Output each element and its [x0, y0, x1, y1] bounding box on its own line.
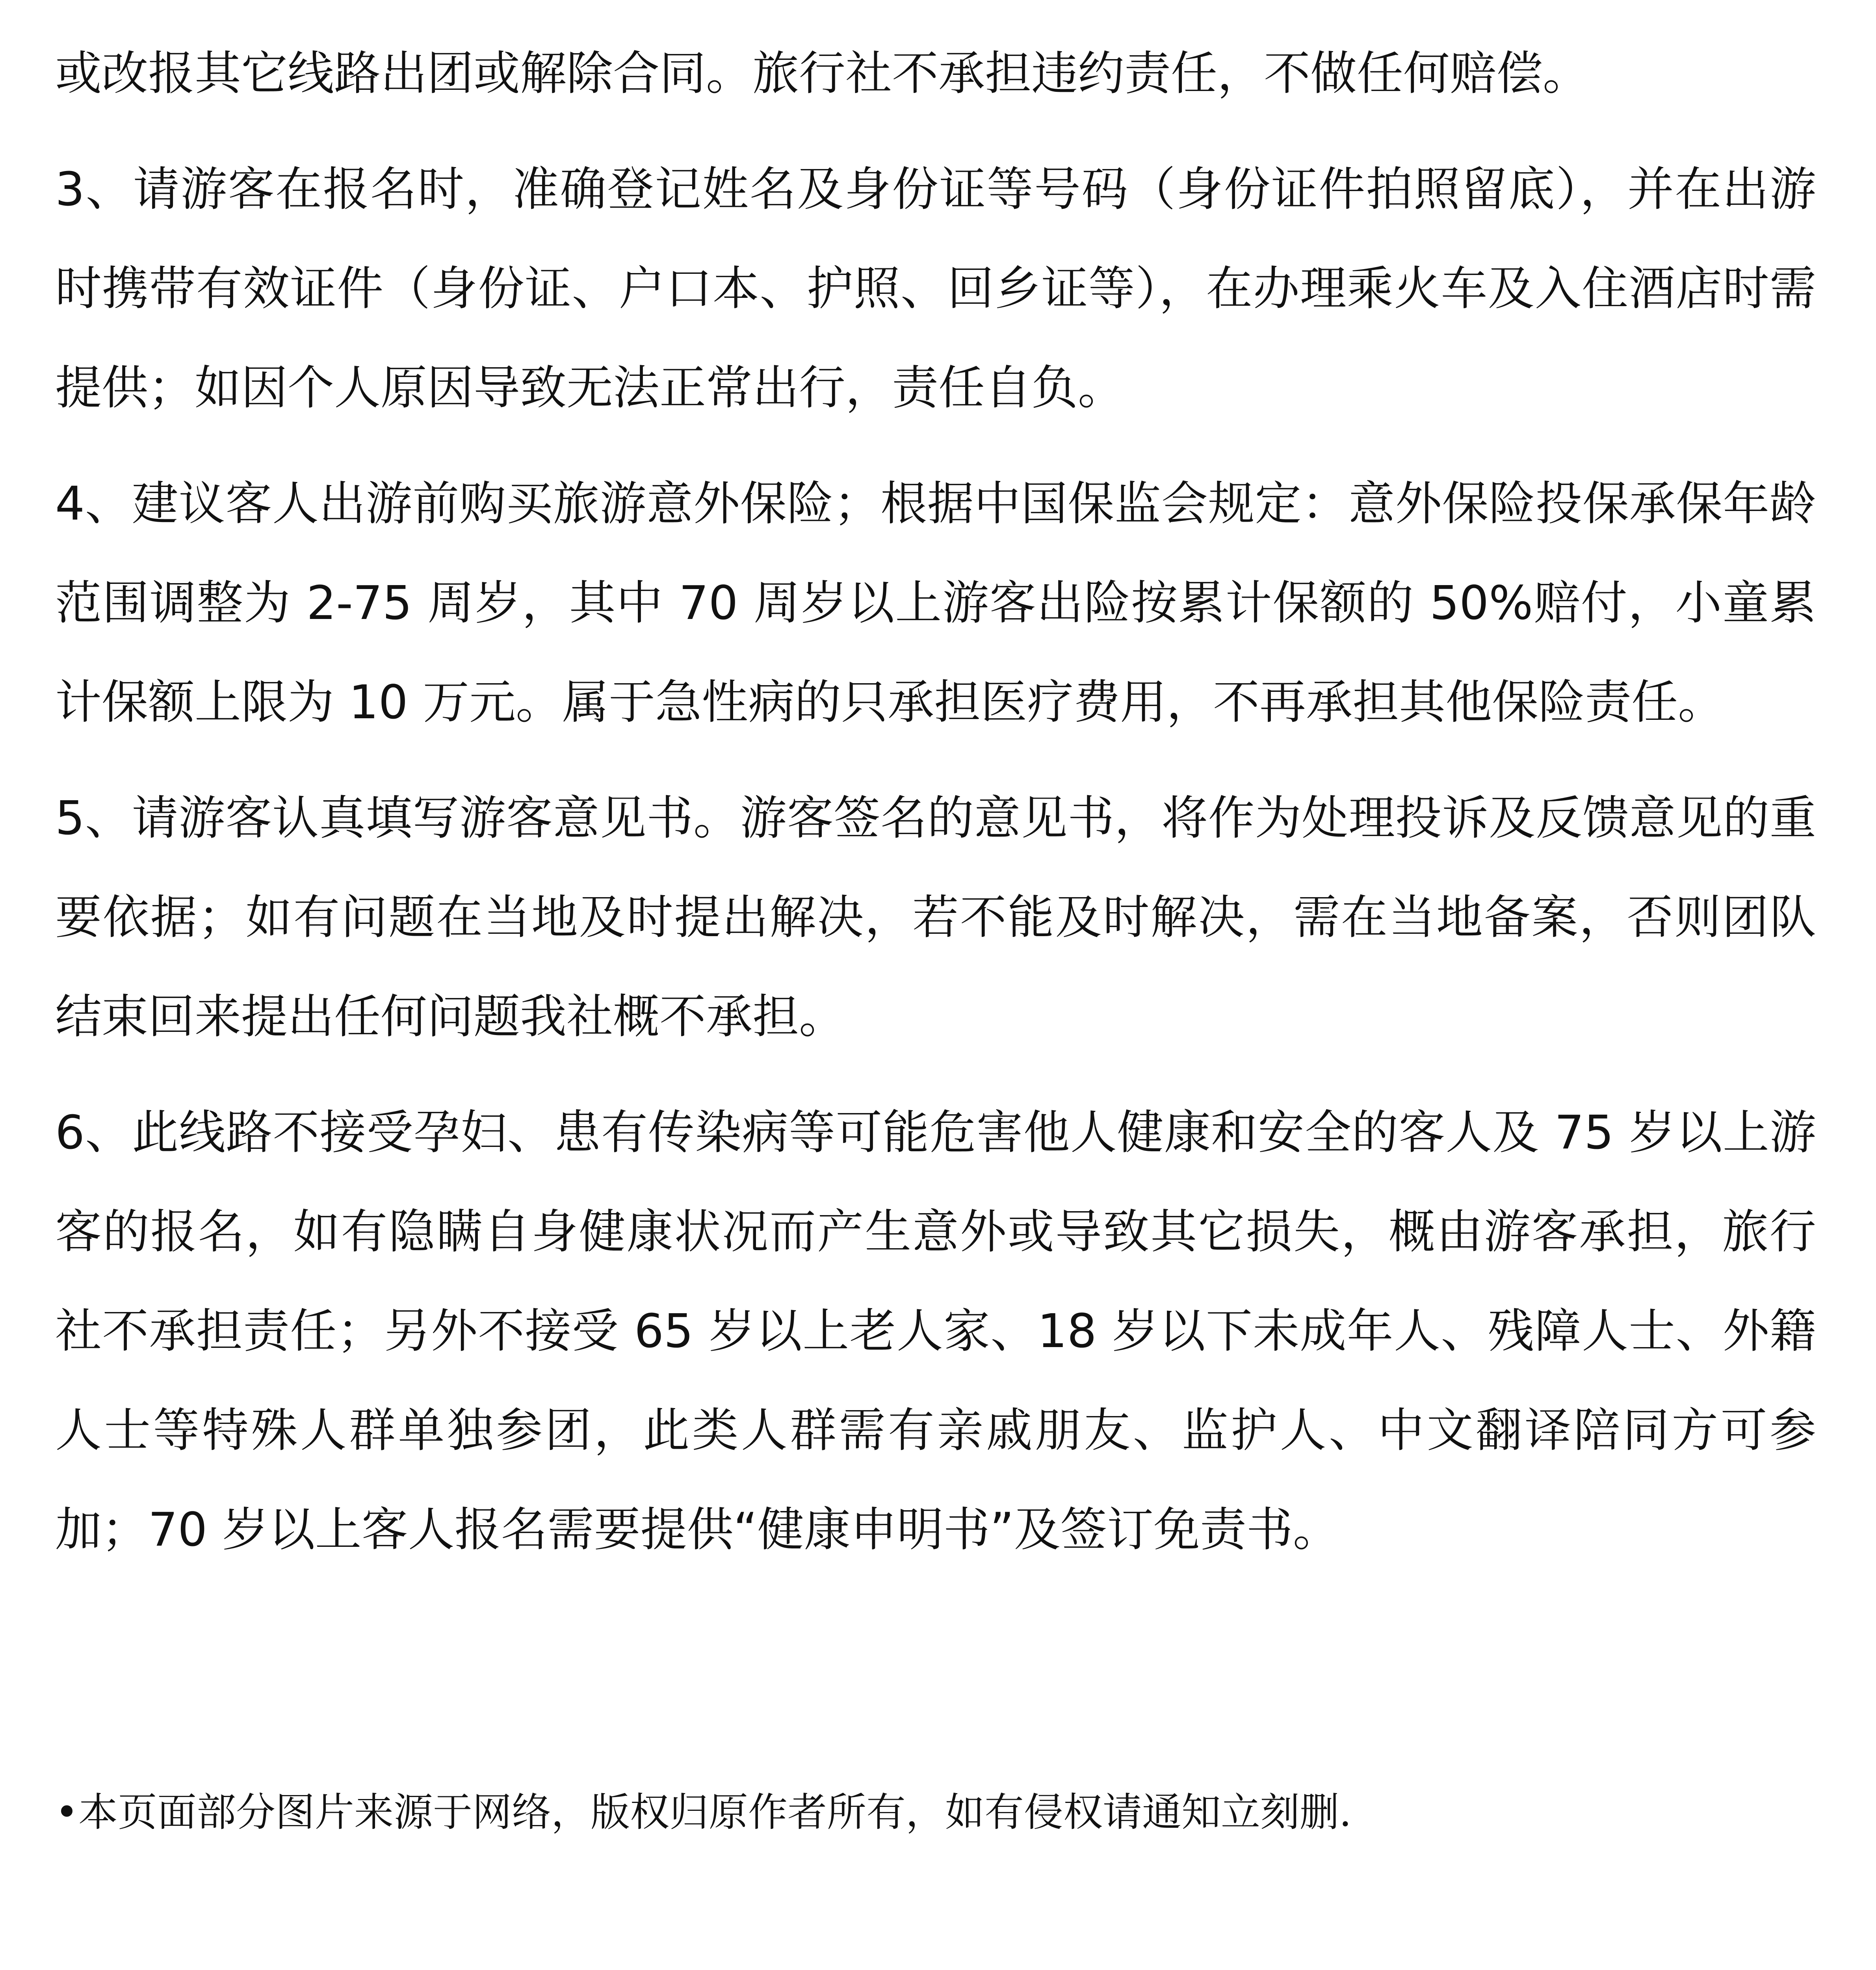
copyright-footnote: •本页面部分图片来源于网络，版权归原作者所有，如有侵权请通知立刻删. [55, 1789, 1352, 1835]
paragraph-item-6-restrictions: 6、此线路不接受孕妇、患有传染病等可能危害他人健康和安全的客人及 75 岁以上游客的报名，如有隐瞒自身健康状况而产生意外或导致其它损失，概由游客承担，旅行社不承担责任；另外不接受 65 岁以上老人家、18 岁以下未成年人、残障人士、外籍人士等特殊人群单独参团，此类人群需有亲戚朋友、监护人、中文翻译陪同方可参加；70 岁以上客人报名需要提供“健康申明书”及签订免责书。 [55, 1105, 1816, 1557]
paragraph-item-3-id-registration: 3、请游客在报名时，准确登记姓名及身份证等号码（身份证件拍照留底），并在出游时携带有效证件（身份证、户口本、护照、回乡证等），在办理乘火车及入住酒店时需提供；如因个人原因导致无法正常出行，责任自负。 [55, 162, 1816, 415]
paragraph-item-4-insurance: 4、建议客人出游前购买旅游意外保险；根据中国保监会规定：意外保险投保承保年龄范围调整为 2-75 周岁，其中 70 周岁以上游客出险按累计保额的 50%赔付，小童累计保额上限为 10 万元。属于急性病的只承担医疗费用，不再承担其他保险责任。 [55, 476, 1816, 729]
paragraph-item-5-feedback-form: 5、请游客认真填写游客意见书。游客签名的意见书，将作为处理投诉及反馈意见的重要依据；如有问题在当地及时提出解决，若不能及时解决，需在当地备案，否则团队结束回来提出任何问题我社概不承担。 [55, 791, 1816, 1044]
document-body [55, 24, 1816, 1579]
paragraph-contract-termination: 或改报其它线路出团或解除合同。旅行社不承担违约责任，不做任何赔偿。 [55, 46, 1590, 100]
